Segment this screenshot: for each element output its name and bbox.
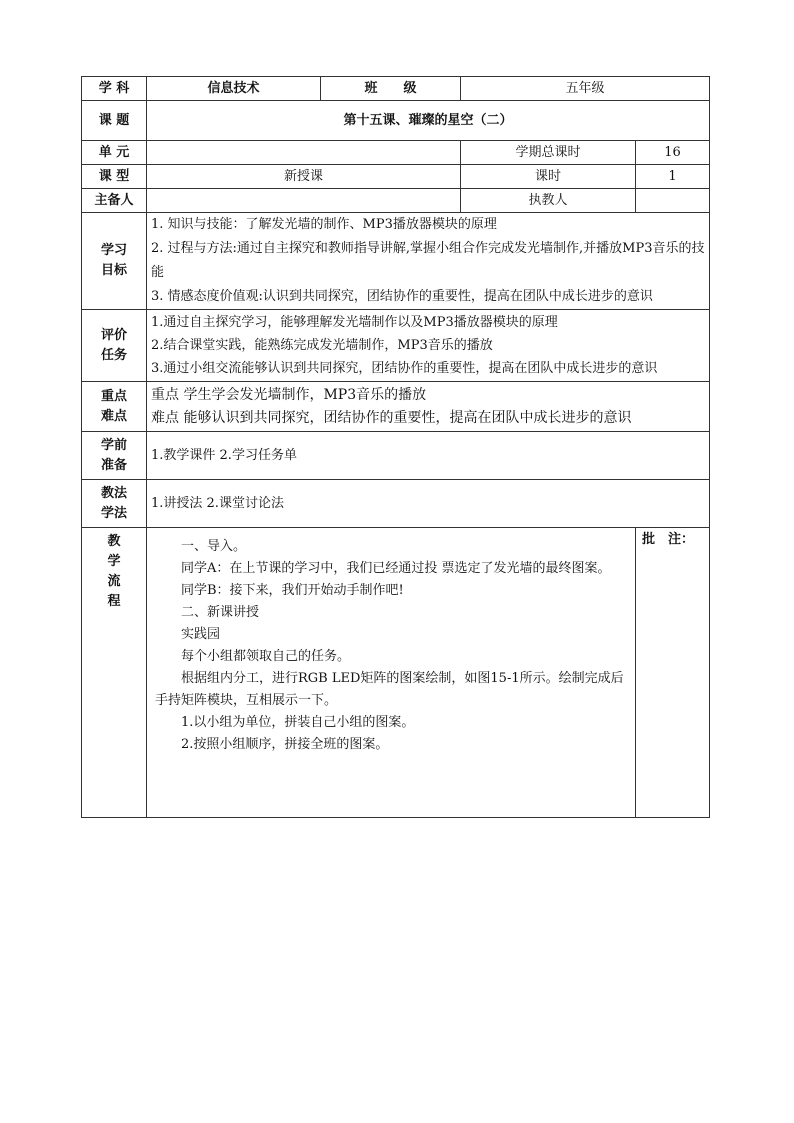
note-column: [636, 528, 710, 818]
preparer-label: 主备人: [82, 189, 147, 213]
row-subject: [82, 77, 710, 101]
row-lesson-type: [82, 165, 710, 189]
key-point-line: 难点 能够认识到共同探究，团结协作的重要性，提高在团队中成长进步的意识: [151, 409, 632, 426]
subject-value: 信息技术: [147, 77, 321, 101]
flow-paragraph: 二、新课讲授: [181, 605, 260, 620]
evaluation-line: 3.通过小组交流能够认识到共同探究，团结协作的重要性，提高在团队中成长进步的意识: [151, 361, 658, 376]
key-point-line: 重点 学生学会发光墙制作，MP3音乐的播放: [151, 386, 427, 403]
lesson-type-label: 课 型: [82, 165, 147, 189]
flow-content: [147, 528, 636, 818]
row-preparation: [82, 432, 710, 480]
preparer-value: [147, 189, 461, 213]
class-value: 五年级: [461, 77, 710, 101]
lesson-plan-table: [81, 76, 710, 818]
row-preparer: [82, 189, 710, 213]
objectives-content: [147, 213, 710, 310]
key-points-content: [147, 382, 710, 432]
row-methods: [82, 480, 710, 528]
key-points-label: 重点 难点: [82, 382, 147, 432]
hours-value: 1: [636, 165, 710, 189]
flow-paragraph: 同学A：在上节课的学习中，我们已经通过投 票选定了发光墙的最终图案。: [181, 561, 611, 576]
lesson-label: 课 题: [82, 101, 147, 141]
lesson-title: 第十五课、璀璨的星空（二）: [147, 101, 710, 141]
flow-paragraph: 一、导入。: [181, 539, 247, 554]
row-teaching-flow: [82, 528, 710, 818]
objective-line: 3. 情感态度价值观:认识到共同探究，团结协作的重要性，提高在团队中成长进步的意识: [151, 289, 653, 304]
objectives-label: 学习 目标: [82, 213, 147, 310]
preparation-value: 1.教学课件 2.学习任务单: [147, 432, 710, 480]
flow-paragraph: 2.按照小组顺序，拼接全班的图案。: [181, 737, 389, 752]
evaluation-content: [147, 310, 710, 382]
lesson-type-value: 新授课: [147, 165, 461, 189]
hours-label: 课时: [461, 165, 636, 189]
objective-line: 2. 过程与方法:通过自主探究和教师指导讲解,掌握小组合作完成发光墙制作,并播放MP3音乐的技能: [151, 241, 705, 280]
subject-label: 学 科: [82, 77, 147, 101]
flow-paragraph: 根据组内分工，进行RGB LED矩阵的图案绘制，如图15-1所示。绘制完成后手持矩阵模块，互相展示一下。: [155, 671, 624, 708]
class-label: 班 级: [321, 77, 461, 101]
evaluation-line: 2.结合课堂实践，能熟练完成发光墙制作，MP3音乐的播放: [151, 338, 493, 353]
methods-value: 1.讲授法 2.课堂讨论法: [147, 480, 710, 528]
unit-label: 单 元: [82, 141, 147, 165]
flow-paragraph: 同学B：接下来，我们开始动手制作吧!: [181, 583, 404, 598]
row-key-points: [82, 382, 710, 432]
total-hours-value: 16: [636, 141, 710, 165]
objective-line: 1. 知识与技能：了解发光墙的制作、MP3播放器模块的原理: [151, 217, 497, 232]
row-objectives: [82, 213, 710, 310]
row-lesson-title: [82, 101, 710, 141]
methods-label: 教法 学法: [82, 480, 147, 528]
evaluation-line: 1.通过自主探究学习，能够理解发光墙制作以及MP3播放器模块的原理: [151, 315, 558, 330]
flow-paragraph: 1.以小组为单位，拼装自己小组的图案。: [181, 715, 415, 730]
flow-paragraph: 实践园: [181, 627, 221, 642]
teacher-value: [636, 189, 710, 213]
teacher-label: 执教人: [461, 189, 636, 213]
preparation-label: 学前 准备: [82, 432, 147, 480]
unit-value: [147, 141, 461, 165]
flow-paragraph: 每个小组都领取自己的任务。: [181, 649, 351, 664]
row-evaluation: [82, 310, 710, 382]
evaluation-label: 评价 任务: [82, 310, 147, 382]
note-label: 批 注：: [642, 532, 695, 547]
total-hours-label: 学期总课时: [461, 141, 636, 165]
row-unit: [82, 141, 710, 165]
flow-label: 教 学 流 程: [82, 528, 147, 818]
